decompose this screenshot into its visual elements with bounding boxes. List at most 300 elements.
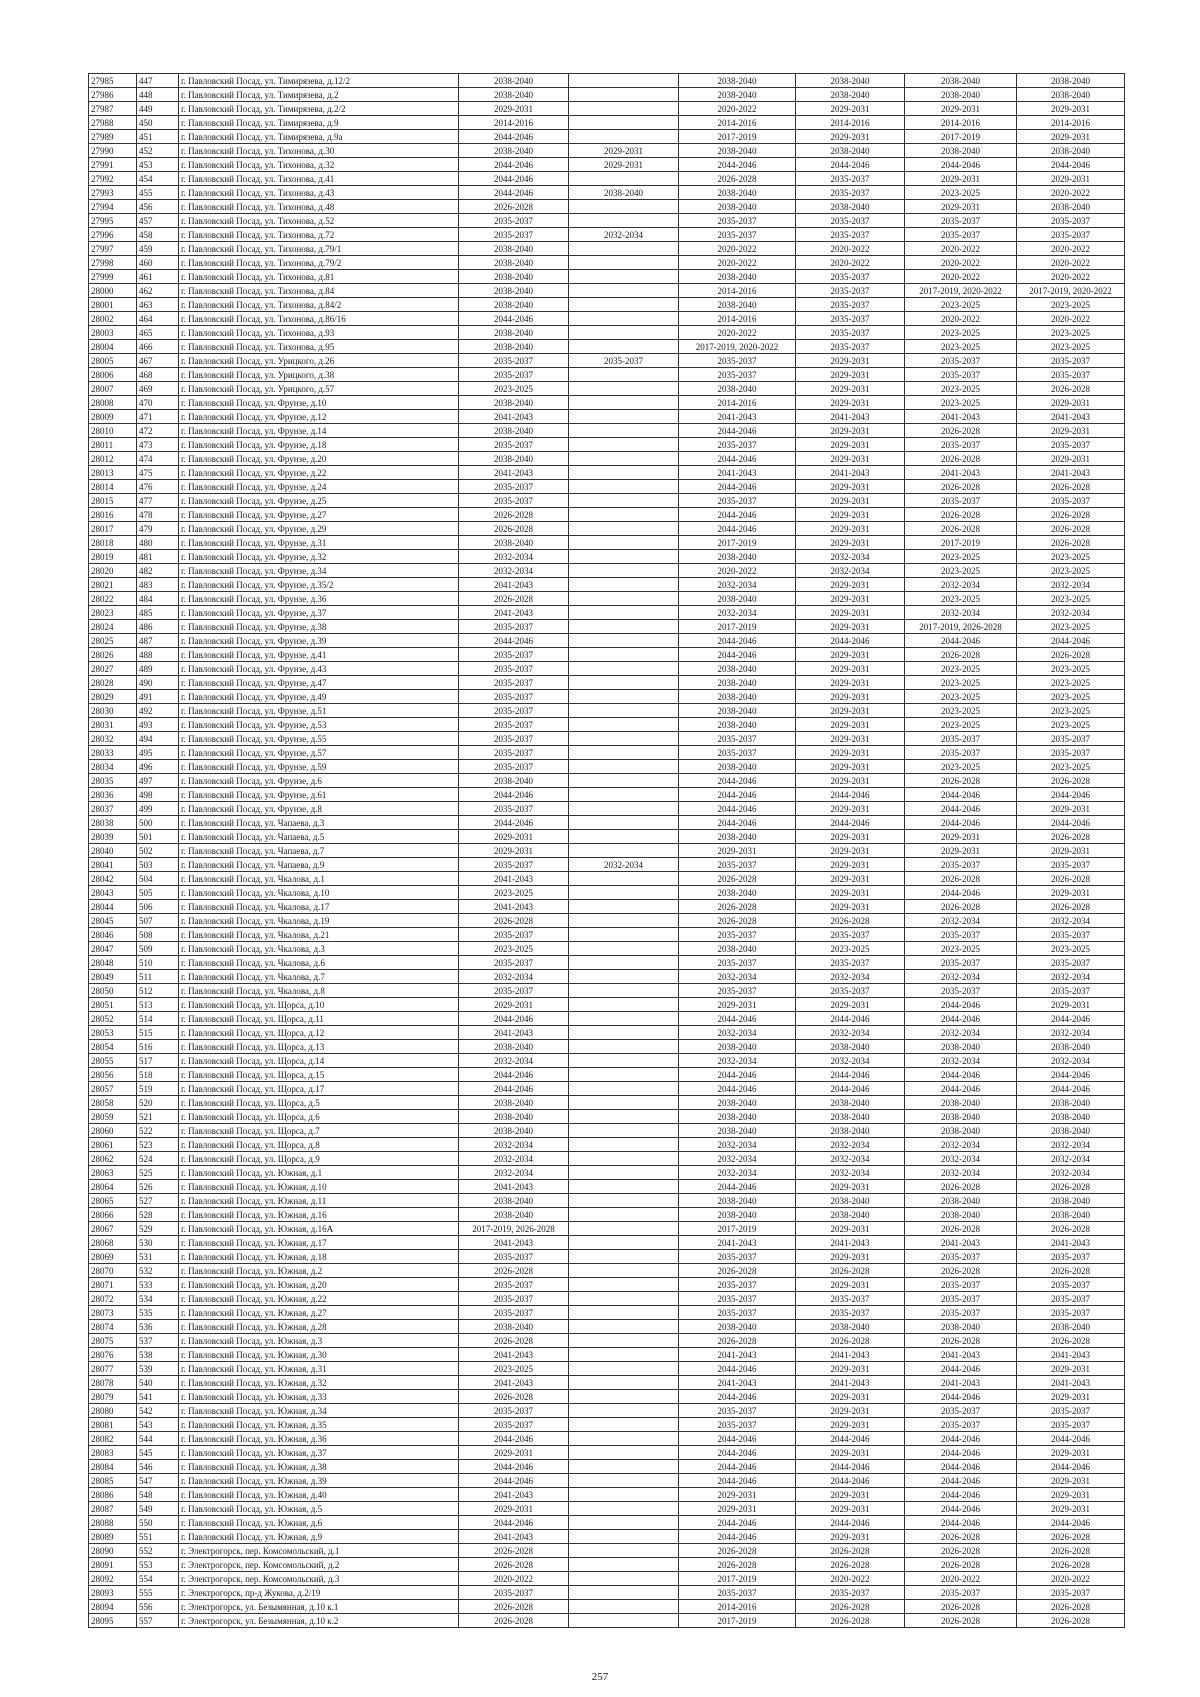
item-number-cell: 525 [137, 1166, 179, 1180]
year-range-b-cell [569, 1530, 679, 1544]
year-range-c-cell: 2020-2022 [679, 256, 796, 270]
year-range-f-cell: 2023-2025 [1017, 340, 1125, 354]
year-range-f-cell: 2029-2031 [1017, 886, 1125, 900]
year-range-f-cell: 2044-2046 [1017, 158, 1125, 172]
year-range-f-cell: 2044-2046 [1017, 1516, 1125, 1530]
item-number-cell: 515 [137, 1026, 179, 1040]
address-cell: г. Павловский Посад, ул. Щорса, д.11 [179, 1012, 459, 1026]
table-body [89, 74, 1125, 1628]
year-range-f-cell: 2041-2043 [1017, 410, 1125, 424]
year-range-c-cell: 2035-2037 [679, 1306, 796, 1320]
year-range-f-cell: 2026-2028 [1017, 1600, 1125, 1614]
row-id-cell: 28007 [89, 382, 137, 396]
year-range-b-cell [569, 914, 679, 928]
address-cell: г. Павловский Посад, ул. Фрунзе, д.31 [179, 536, 459, 550]
year-range-d-cell: 2029-2031 [796, 774, 905, 788]
year-range-a-cell: 2044-2046 [459, 1082, 569, 1096]
year-range-c-cell: 2014-2016 [679, 396, 796, 410]
year-range-e-cell: 2044-2046 [905, 634, 1017, 648]
address-cell: г. Павловский Посад, ул. Южная, д.6 [179, 1516, 459, 1530]
year-range-b-cell [569, 592, 679, 606]
year-range-d-cell: 2035-2037 [796, 1586, 905, 1600]
year-range-e-cell: 2017-2019 [905, 130, 1017, 144]
year-range-f-cell: 2029-2031 [1017, 424, 1125, 438]
item-number-cell: 544 [137, 1432, 179, 1446]
year-range-f-cell: 2026-2028 [1017, 900, 1125, 914]
table-row [89, 1446, 1125, 1460]
year-range-f-cell: 2020-2022 [1017, 1572, 1125, 1586]
year-range-d-cell: 2029-2031 [796, 1362, 905, 1376]
address-cell: г. Электрогорск, пр-д Жукова, д.2/19 [179, 1586, 459, 1600]
year-range-b-cell [569, 606, 679, 620]
year-range-b-cell [569, 270, 679, 284]
row-id-cell: 28041 [89, 858, 137, 872]
address-cell: г. Павловский Посад, ул. Южная, д.37 [179, 1446, 459, 1460]
year-range-d-cell: 2029-2031 [796, 424, 905, 438]
address-cell: г. Павловский Посад, ул. Щорса, д.17 [179, 1082, 459, 1096]
year-range-f-cell: 2029-2031 [1017, 1446, 1125, 1460]
year-range-d-cell: 2029-2031 [796, 578, 905, 592]
item-number-cell: 456 [137, 200, 179, 214]
item-number-cell: 469 [137, 382, 179, 396]
address-cell: г. Павловский Посад, ул. Щорса, д.7 [179, 1124, 459, 1138]
year-range-e-cell: 2044-2046 [905, 158, 1017, 172]
year-range-b-cell [569, 1096, 679, 1110]
year-range-b-cell: 2032-2034 [569, 228, 679, 242]
year-range-d-cell: 2029-2031 [796, 592, 905, 606]
year-range-c-cell: 2038-2040 [679, 298, 796, 312]
table-row [89, 410, 1125, 424]
table-row [89, 312, 1125, 326]
year-range-c-cell: 2014-2016 [679, 284, 796, 298]
year-range-b-cell [569, 788, 679, 802]
address-cell: г. Павловский Посад, ул. Южная, д.1 [179, 1166, 459, 1180]
year-range-c-cell: 2026-2028 [679, 872, 796, 886]
year-range-a-cell: 2044-2046 [459, 312, 569, 326]
row-id-cell: 28020 [89, 564, 137, 578]
row-id-cell: 28046 [89, 928, 137, 942]
year-range-b-cell [569, 256, 679, 270]
year-range-c-cell: 2035-2037 [679, 214, 796, 228]
row-id-cell: 28083 [89, 1446, 137, 1460]
year-range-a-cell: 2023-2025 [459, 886, 569, 900]
table-row [89, 858, 1125, 872]
year-range-f-cell: 2035-2037 [1017, 1292, 1125, 1306]
year-range-f-cell: 2026-2028 [1017, 1264, 1125, 1278]
year-range-f-cell: 2044-2046 [1017, 816, 1125, 830]
item-number-cell: 461 [137, 270, 179, 284]
year-range-c-cell: 2035-2037 [679, 494, 796, 508]
table-row [89, 1530, 1125, 1544]
year-range-c-cell: 2026-2028 [679, 1334, 796, 1348]
table-row [89, 1082, 1125, 1096]
year-range-d-cell: 2041-2043 [796, 1348, 905, 1362]
year-range-d-cell: 2026-2028 [796, 1600, 905, 1614]
item-number-cell: 478 [137, 508, 179, 522]
year-range-e-cell: 2029-2031 [905, 844, 1017, 858]
table-row [89, 424, 1125, 438]
year-range-e-cell: 2032-2034 [905, 606, 1017, 620]
item-number-cell: 508 [137, 928, 179, 942]
year-range-c-cell: 2017-2019 [679, 1222, 796, 1236]
year-range-f-cell: 2038-2040 [1017, 1096, 1125, 1110]
item-number-cell: 549 [137, 1502, 179, 1516]
year-range-c-cell: 2044-2046 [679, 1068, 796, 1082]
year-range-e-cell: 2020-2022 [905, 270, 1017, 284]
item-number-cell: 466 [137, 340, 179, 354]
address-cell: г. Павловский Посад, ул. Фрунзе, д.39 [179, 634, 459, 648]
year-range-b-cell [569, 424, 679, 438]
year-range-f-cell: 2020-2022 [1017, 256, 1125, 270]
item-number-cell: 545 [137, 1446, 179, 1460]
year-range-b-cell [569, 1124, 679, 1138]
table-row [89, 1544, 1125, 1558]
table-row [89, 1250, 1125, 1264]
year-range-c-cell: 2035-2037 [679, 984, 796, 998]
year-range-e-cell: 2026-2028 [905, 480, 1017, 494]
row-id-cell: 28022 [89, 592, 137, 606]
year-range-a-cell: 2035-2037 [459, 760, 569, 774]
year-range-d-cell: 2029-2031 [796, 676, 905, 690]
table-row [89, 1138, 1125, 1152]
year-range-a-cell: 2032-2034 [459, 1054, 569, 1068]
year-range-d-cell: 2029-2031 [796, 494, 905, 508]
year-range-b-cell [569, 1446, 679, 1460]
table-row [89, 298, 1125, 312]
year-range-e-cell: 2023-2025 [905, 550, 1017, 564]
year-range-e-cell: 2044-2046 [905, 802, 1017, 816]
year-range-b-cell [569, 242, 679, 256]
year-range-e-cell: 2038-2040 [905, 1194, 1017, 1208]
year-range-f-cell: 2029-2031 [1017, 452, 1125, 466]
item-number-cell: 501 [137, 830, 179, 844]
year-range-b-cell [569, 732, 679, 746]
year-range-e-cell: 2023-2025 [905, 662, 1017, 676]
year-range-b-cell [569, 522, 679, 536]
address-cell: г. Павловский Посад, ул. Щорса, д.10 [179, 998, 459, 1012]
year-range-b-cell [569, 1516, 679, 1530]
row-id-cell: 28057 [89, 1082, 137, 1096]
year-range-a-cell: 2035-2037 [459, 732, 569, 746]
year-range-a-cell: 2035-2037 [459, 676, 569, 690]
row-id-cell: 28032 [89, 732, 137, 746]
year-range-c-cell: 2032-2034 [679, 578, 796, 592]
year-range-c-cell: 2038-2040 [679, 382, 796, 396]
row-id-cell: 28059 [89, 1110, 137, 1124]
year-range-b-cell [569, 998, 679, 1012]
row-id-cell: 28060 [89, 1124, 137, 1138]
address-cell: г. Павловский Посад, ул. Южная, д.9 [179, 1530, 459, 1544]
year-range-c-cell: 2014-2016 [679, 116, 796, 130]
year-range-b-cell [569, 1614, 679, 1628]
address-cell: г. Павловский Посад, ул. Щорса, д.9 [179, 1152, 459, 1166]
year-range-c-cell: 2044-2046 [679, 1432, 796, 1446]
year-range-a-cell: 2014-2016 [459, 116, 569, 130]
item-number-cell: 554 [137, 1572, 179, 1586]
year-range-a-cell: 2038-2040 [459, 1194, 569, 1208]
page-number: 257 [591, 1671, 609, 1683]
table-row [89, 1488, 1125, 1502]
year-range-f-cell: 2038-2040 [1017, 74, 1125, 88]
year-range-a-cell: 2035-2037 [459, 494, 569, 508]
item-number-cell: 519 [137, 1082, 179, 1096]
year-range-c-cell: 2032-2034 [679, 970, 796, 984]
year-range-e-cell: 2026-2028 [905, 1600, 1017, 1614]
row-id-cell: 28017 [89, 522, 137, 536]
year-range-a-cell: 2044-2046 [459, 186, 569, 200]
year-range-b-cell [569, 466, 679, 480]
address-cell: г. Павловский Посад, ул. Южная, д.3 [179, 1334, 459, 1348]
year-range-d-cell: 2044-2046 [796, 1432, 905, 1446]
year-range-d-cell: 2032-2034 [796, 1138, 905, 1152]
year-range-e-cell: 2026-2028 [905, 1558, 1017, 1572]
row-id-cell: 28081 [89, 1418, 137, 1432]
year-range-a-cell: 2035-2037 [459, 368, 569, 382]
year-range-d-cell: 2044-2046 [796, 158, 905, 172]
year-range-b-cell [569, 1236, 679, 1250]
year-range-f-cell: 2035-2037 [1017, 928, 1125, 942]
year-range-f-cell: 2029-2031 [1017, 1474, 1125, 1488]
year-range-c-cell: 2035-2037 [679, 1404, 796, 1418]
address-cell: г. Павловский Посад, ул. Фрунзе, д.51 [179, 704, 459, 718]
year-range-c-cell: 2035-2037 [679, 732, 796, 746]
address-cell: г. Павловский Посад, ул. Фрунзе, д.55 [179, 732, 459, 746]
year-range-b-cell [569, 312, 679, 326]
row-id-cell: 27990 [89, 144, 137, 158]
table-row [89, 620, 1125, 634]
table-row [89, 1502, 1125, 1516]
year-range-a-cell: 2038-2040 [459, 242, 569, 256]
repair-schedule-table [88, 73, 1125, 1628]
year-range-e-cell: 2026-2028 [905, 424, 1017, 438]
item-number-cell: 518 [137, 1068, 179, 1082]
row-id-cell: 28012 [89, 452, 137, 466]
year-range-f-cell: 2029-2031 [1017, 102, 1125, 116]
row-id-cell: 28040 [89, 844, 137, 858]
year-range-e-cell: 2044-2046 [905, 1502, 1017, 1516]
year-range-c-cell: 2044-2046 [679, 1082, 796, 1096]
item-number-cell: 504 [137, 872, 179, 886]
year-range-f-cell: 2026-2028 [1017, 508, 1125, 522]
year-range-f-cell: 2032-2034 [1017, 1166, 1125, 1180]
year-range-e-cell: 2038-2040 [905, 1110, 1017, 1124]
year-range-b-cell [569, 1404, 679, 1418]
row-id-cell: 27987 [89, 102, 137, 116]
year-range-f-cell: 2032-2034 [1017, 970, 1125, 984]
item-number-cell: 521 [137, 1110, 179, 1124]
address-cell: г. Павловский Посад, ул. Южная, д.27 [179, 1306, 459, 1320]
year-range-b-cell [569, 1292, 679, 1306]
year-range-f-cell: 2038-2040 [1017, 1208, 1125, 1222]
year-range-d-cell: 2029-2031 [796, 746, 905, 760]
row-id-cell: 28061 [89, 1138, 137, 1152]
row-id-cell: 28031 [89, 718, 137, 732]
year-range-c-cell: 2038-2040 [679, 200, 796, 214]
year-range-b-cell [569, 704, 679, 718]
year-range-d-cell: 2029-2031 [796, 998, 905, 1012]
year-range-b-cell: 2029-2031 [569, 144, 679, 158]
item-number-cell: 450 [137, 116, 179, 130]
year-range-a-cell: 2032-2034 [459, 564, 569, 578]
year-range-e-cell: 2032-2034 [905, 1138, 1017, 1152]
year-range-f-cell: 2038-2040 [1017, 1320, 1125, 1334]
year-range-e-cell: 2041-2043 [905, 410, 1017, 424]
year-range-e-cell: 2035-2037 [905, 228, 1017, 242]
item-number-cell: 480 [137, 536, 179, 550]
address-cell: г. Павловский Посад, ул. Щорса, д.13 [179, 1040, 459, 1054]
address-cell: г. Павловский Посад, ул. Чкалова, д.10 [179, 886, 459, 900]
item-number-cell: 513 [137, 998, 179, 1012]
item-number-cell: 482 [137, 564, 179, 578]
row-id-cell: 28049 [89, 970, 137, 984]
table-row [89, 242, 1125, 256]
table-row [89, 550, 1125, 564]
year-range-a-cell: 2032-2034 [459, 1138, 569, 1152]
address-cell: г. Павловский Посад, ул. Тихонова, д.48 [179, 200, 459, 214]
item-number-cell: 474 [137, 452, 179, 466]
year-range-f-cell: 2026-2028 [1017, 1334, 1125, 1348]
item-number-cell: 447 [137, 74, 179, 88]
year-range-c-cell: 2035-2037 [679, 1292, 796, 1306]
year-range-c-cell: 2038-2040 [679, 704, 796, 718]
year-range-b-cell [569, 102, 679, 116]
year-range-c-cell: 2044-2046 [679, 1446, 796, 1460]
year-range-e-cell: 2023-2025 [905, 186, 1017, 200]
table-row [89, 606, 1125, 620]
address-cell: г. Павловский Посад, ул. Южная, д.30 [179, 1348, 459, 1362]
row-id-cell: 28019 [89, 550, 137, 564]
year-range-b-cell [569, 802, 679, 816]
item-number-cell: 486 [137, 620, 179, 634]
address-cell: г. Павловский Посад, ул. Фрунзе, д.41 [179, 648, 459, 662]
year-range-a-cell: 2038-2040 [459, 1040, 569, 1054]
address-cell: г. Павловский Посад, ул. Чапаева, д.3 [179, 816, 459, 830]
table-row [89, 1264, 1125, 1278]
item-number-cell: 500 [137, 816, 179, 830]
year-range-e-cell: 2026-2028 [905, 1614, 1017, 1628]
year-range-a-cell: 2026-2028 [459, 1264, 569, 1278]
item-number-cell: 542 [137, 1404, 179, 1418]
table-row [89, 88, 1125, 102]
year-range-f-cell: 2014-2016 [1017, 116, 1125, 130]
table-row [89, 508, 1125, 522]
item-number-cell: 517 [137, 1054, 179, 1068]
year-range-c-cell: 2038-2040 [679, 1040, 796, 1054]
table-row [89, 256, 1125, 270]
table-row [89, 1348, 1125, 1362]
year-range-c-cell: 2020-2022 [679, 326, 796, 340]
year-range-a-cell: 2035-2037 [459, 1586, 569, 1600]
year-range-c-cell: 2038-2040 [679, 886, 796, 900]
year-range-b-cell [569, 116, 679, 130]
year-range-d-cell: 2029-2031 [796, 886, 905, 900]
table-row [89, 102, 1125, 116]
item-number-cell: 520 [137, 1096, 179, 1110]
year-range-e-cell: 2041-2043 [905, 1236, 1017, 1250]
item-number-cell: 543 [137, 1418, 179, 1432]
year-range-a-cell: 2035-2037 [459, 1418, 569, 1432]
year-range-d-cell: 2032-2034 [796, 564, 905, 578]
item-number-cell: 555 [137, 1586, 179, 1600]
table-row [89, 592, 1125, 606]
year-range-e-cell: 2026-2028 [905, 1180, 1017, 1194]
item-number-cell: 485 [137, 606, 179, 620]
year-range-c-cell: 2026-2028 [679, 1264, 796, 1278]
year-range-b-cell: 2029-2031 [569, 158, 679, 172]
address-cell: г. Павловский Посад, ул. Южная, д.17 [179, 1236, 459, 1250]
year-range-e-cell: 2026-2028 [905, 1222, 1017, 1236]
year-range-f-cell: 2035-2037 [1017, 1418, 1125, 1432]
year-range-b-cell [569, 480, 679, 494]
year-range-b-cell: 2032-2034 [569, 858, 679, 872]
row-id-cell: 28072 [89, 1292, 137, 1306]
year-range-f-cell: 2029-2031 [1017, 130, 1125, 144]
year-range-c-cell: 2020-2022 [679, 564, 796, 578]
year-range-a-cell: 2041-2043 [459, 1488, 569, 1502]
year-range-a-cell: 2038-2040 [459, 396, 569, 410]
year-range-d-cell: 2035-2037 [796, 312, 905, 326]
year-range-d-cell: 2029-2031 [796, 900, 905, 914]
address-cell: г. Павловский Посад, ул. Тихонова, д.32 [179, 158, 459, 172]
year-range-e-cell: 2023-2025 [905, 942, 1017, 956]
year-range-d-cell: 2026-2028 [796, 1544, 905, 1558]
year-range-a-cell: 2035-2037 [459, 746, 569, 760]
address-cell: г. Павловский Посад, ул. Чапаева, д.9 [179, 858, 459, 872]
year-range-e-cell: 2038-2040 [905, 1208, 1017, 1222]
year-range-c-cell: 2044-2046 [679, 508, 796, 522]
year-range-b-cell [569, 1390, 679, 1404]
table-row [89, 480, 1125, 494]
year-range-d-cell: 2035-2037 [796, 340, 905, 354]
year-range-d-cell: 2038-2040 [796, 144, 905, 158]
table-row [89, 228, 1125, 242]
year-range-a-cell: 2029-2031 [459, 998, 569, 1012]
year-range-e-cell: 2029-2031 [905, 102, 1017, 116]
year-range-e-cell: 2044-2046 [905, 1362, 1017, 1376]
address-cell: г. Павловский Посад, ул. Южная, д.40 [179, 1488, 459, 1502]
year-range-f-cell: 2035-2037 [1017, 1306, 1125, 1320]
year-range-d-cell: 2035-2037 [796, 326, 905, 340]
year-range-f-cell: 2020-2022 [1017, 270, 1125, 284]
year-range-e-cell: 2017-2019, 2020-2022 [905, 284, 1017, 298]
row-id-cell: 27994 [89, 200, 137, 214]
table-row [89, 1236, 1125, 1250]
year-range-a-cell: 2035-2037 [459, 928, 569, 942]
address-cell: г. Павловский Посад, ул. Урицкого, д.57 [179, 382, 459, 396]
year-range-a-cell: 2041-2043 [459, 1180, 569, 1194]
address-cell: г. Павловский Посад, ул. Южная, д.11 [179, 1194, 459, 1208]
year-range-a-cell: 2035-2037 [459, 1404, 569, 1418]
year-range-b-cell [569, 1250, 679, 1264]
table-row [89, 158, 1125, 172]
year-range-e-cell: 2038-2040 [905, 1040, 1017, 1054]
table-row [89, 662, 1125, 676]
address-cell: г. Павловский Посад, ул. Чапаева, д.5 [179, 830, 459, 844]
year-range-d-cell: 2032-2034 [796, 1166, 905, 1180]
year-range-c-cell: 2044-2046 [679, 788, 796, 802]
row-id-cell: 28086 [89, 1488, 137, 1502]
row-id-cell: 28016 [89, 508, 137, 522]
year-range-c-cell: 2038-2040 [679, 1320, 796, 1334]
year-range-e-cell: 2035-2037 [905, 438, 1017, 452]
year-range-f-cell: 2029-2031 [1017, 844, 1125, 858]
year-range-c-cell: 2044-2046 [679, 1460, 796, 1474]
year-range-b-cell [569, 774, 679, 788]
year-range-b-cell [569, 1348, 679, 1362]
year-range-d-cell: 2038-2040 [796, 1208, 905, 1222]
year-range-a-cell: 2038-2040 [459, 340, 569, 354]
year-range-c-cell: 2044-2046 [679, 158, 796, 172]
